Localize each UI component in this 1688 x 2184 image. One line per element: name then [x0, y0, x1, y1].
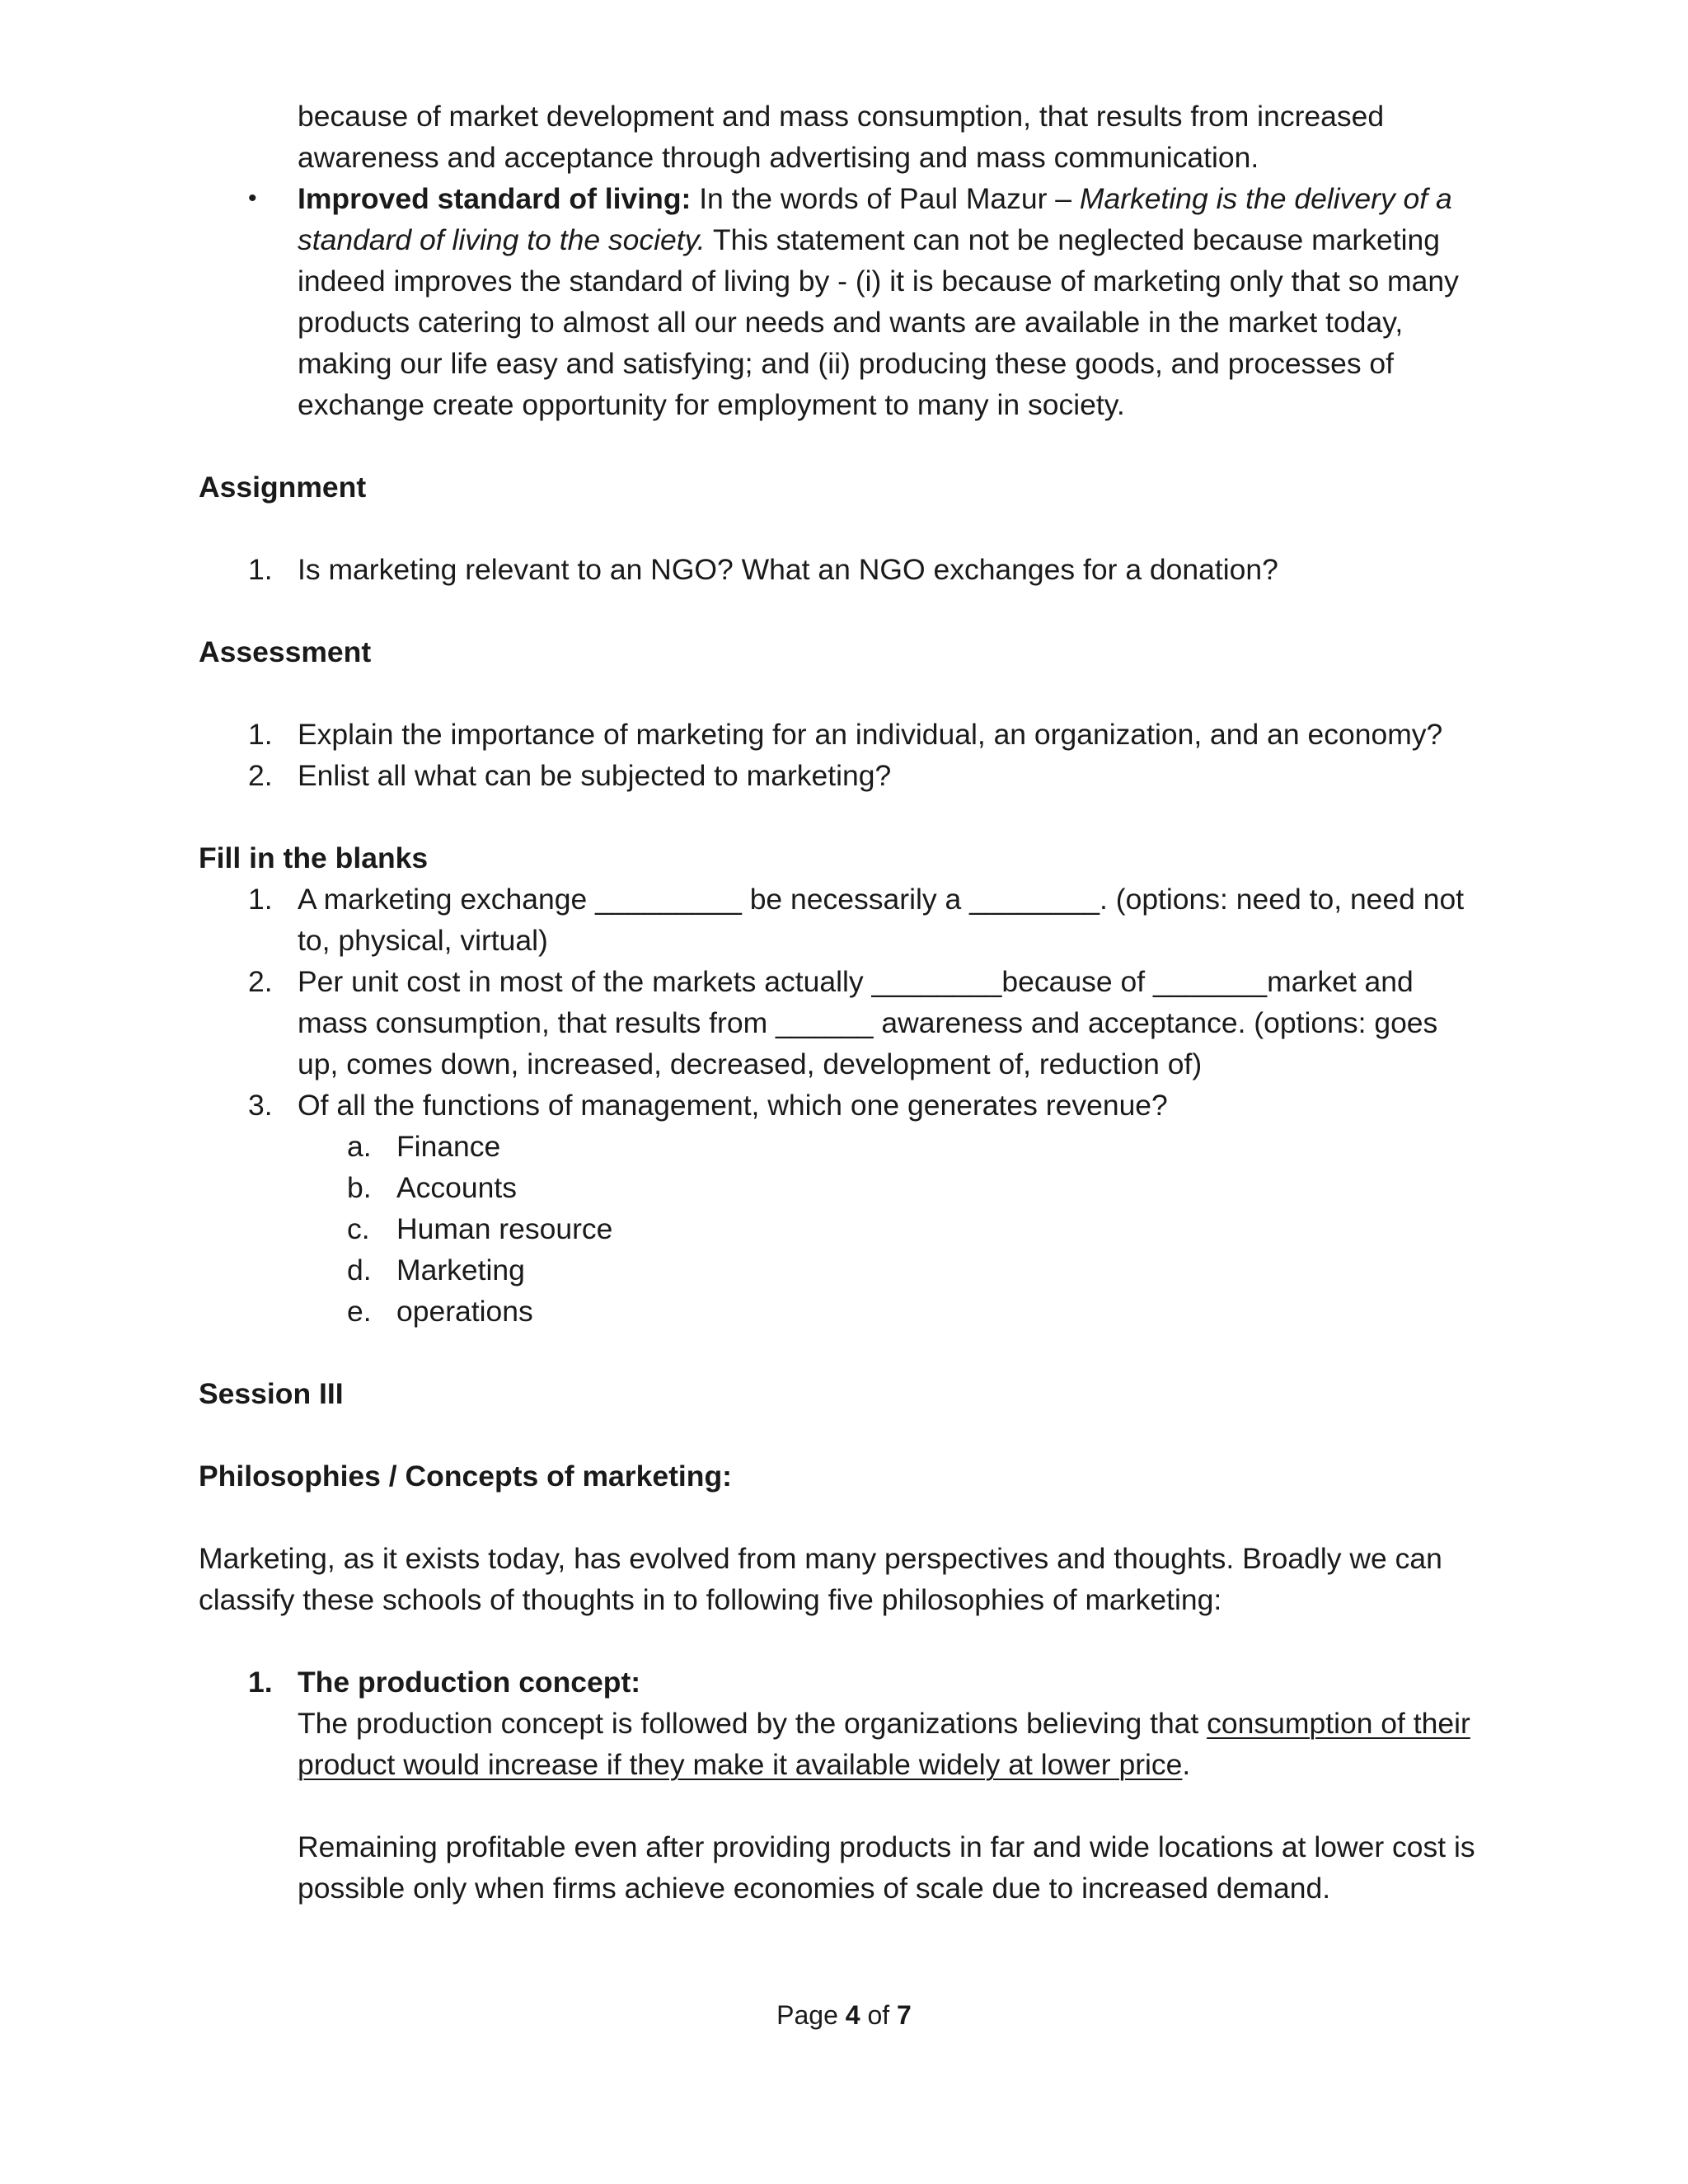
concept-title: The production concept: [298, 1666, 641, 1699]
bullet-icon: • [248, 185, 257, 212]
option-item [298, 1208, 1484, 1249]
list-item [199, 1085, 1484, 1332]
option-marker: c. [347, 1212, 370, 1245]
option-marker: a. [347, 1130, 372, 1163]
concept-paragraph: Remaining profitable even after providing products in far and wide locations at lower cost is possible only when firms achieve economies of scale due to increased demand. [298, 1830, 1475, 1905]
list-item-text: A marketing exchange _________ be necessarily a ________. (options: need to, need not to, physical, virtual) [298, 883, 1465, 957]
bullet-list [199, 178, 1484, 425]
option-item [298, 1126, 1484, 1167]
list-item-text: Per unit cost in most of the markets actually ________because of _______market and mass consumption, that results from ______ awareness and acceptance. (options: goes up, comes down, increased, decreased, development of, reduction of) [298, 965, 1438, 1080]
underlined-text: consumption of their product would increase if they make it available widely at lower price [298, 1707, 1470, 1781]
assessment-list [199, 714, 1484, 796]
bullet-label: Improved standard of living: [298, 182, 692, 215]
footer-of-word: of [860, 2000, 898, 2030]
option-text: Accounts [396, 1171, 518, 1204]
option-item [298, 1291, 1484, 1332]
option-text: Human resource [396, 1212, 613, 1245]
options-list [298, 1126, 1484, 1332]
list-item-text: Is marketing relevant to an NGO? What an NGO exchanges for a donation? [298, 553, 1278, 586]
list-marker: 3. [248, 1089, 273, 1122]
text-line: because of market development and mass consumption, that results from increased [298, 100, 1385, 133]
list-item [199, 714, 1484, 755]
bullet-quote: Marketing is the delivery of a standard of living to the society. [298, 182, 1452, 256]
philosophies-intro: Marketing, as it exists today, has evolved from many perspectives and thoughts. Broadly we can classify these schools of thoughts in to following five philosophies of marketing: [199, 1542, 1442, 1616]
footer-page-total: 7 [897, 2000, 912, 2030]
page-content [199, 96, 1484, 1909]
bullet-item-standard-of-living [199, 178, 1484, 425]
option-marker: e. [347, 1295, 372, 1328]
option-text: operations [396, 1295, 533, 1328]
list-marker: 1. [248, 553, 273, 586]
option-item [298, 1167, 1484, 1208]
assignment-heading: Assignment [199, 471, 367, 504]
list-item-text: Explain the importance of marketing for an individual, an organization, and an economy? [298, 718, 1443, 751]
list-marker: 1. [248, 718, 273, 751]
intro-continuation [298, 96, 1484, 178]
paragraph-text: The production concept is followed by the organizations believing that [298, 1707, 1207, 1740]
bullet-text-pre: In the words of Paul Mazur – [691, 182, 1080, 215]
list-item-text: Of all the functions of management, which one generates revenue? [298, 1089, 1168, 1122]
bullet-text-post: This statement can not be neglected because marketing indeed improves the standard of living by - (i) it is because of marketing only that so many products catering to almost all our needs and wants are available in the market today, making our life easy and satisfying; and (ii) producing these goods, and processes of exchange create opportunity for employment to many in society. [298, 223, 1459, 421]
paragraph-text: . [1182, 1748, 1191, 1781]
list-marker: 1. [248, 1666, 273, 1699]
list-item-text: Enlist all what can be subjected to marketing? [298, 759, 892, 792]
fill-blanks-heading: Fill in the blanks [199, 841, 429, 874]
option-marker: d. [347, 1254, 372, 1286]
option-item [298, 1249, 1484, 1291]
assessment-heading: Assessment [199, 635, 372, 668]
list-item [199, 961, 1484, 1085]
list-marker: 2. [248, 759, 273, 792]
philosophies-list [199, 1661, 1484, 1909]
list-marker: 1. [248, 883, 273, 916]
assignment-list [199, 549, 1484, 590]
list-marker: 2. [248, 965, 273, 998]
list-item [199, 879, 1484, 961]
option-marker: b. [347, 1171, 372, 1204]
option-text: Marketing [396, 1254, 525, 1286]
list-item-production-concept [199, 1661, 1484, 1909]
list-item [199, 549, 1484, 590]
footer-page-word: Page [776, 2000, 846, 2030]
fill-blanks-list [199, 879, 1484, 1332]
footer-page-number: 4 [845, 2000, 860, 2030]
concept-paragraph [298, 1703, 1484, 1785]
option-text: Finance [396, 1130, 501, 1163]
session-heading: Session III [199, 1377, 344, 1410]
page-footer [0, 1999, 1688, 2032]
list-item [199, 755, 1484, 796]
philosophies-heading: Philosophies / Concepts of marketing: [199, 1460, 732, 1493]
text-line: awareness and acceptance through advertising and mass communication. [298, 141, 1259, 174]
